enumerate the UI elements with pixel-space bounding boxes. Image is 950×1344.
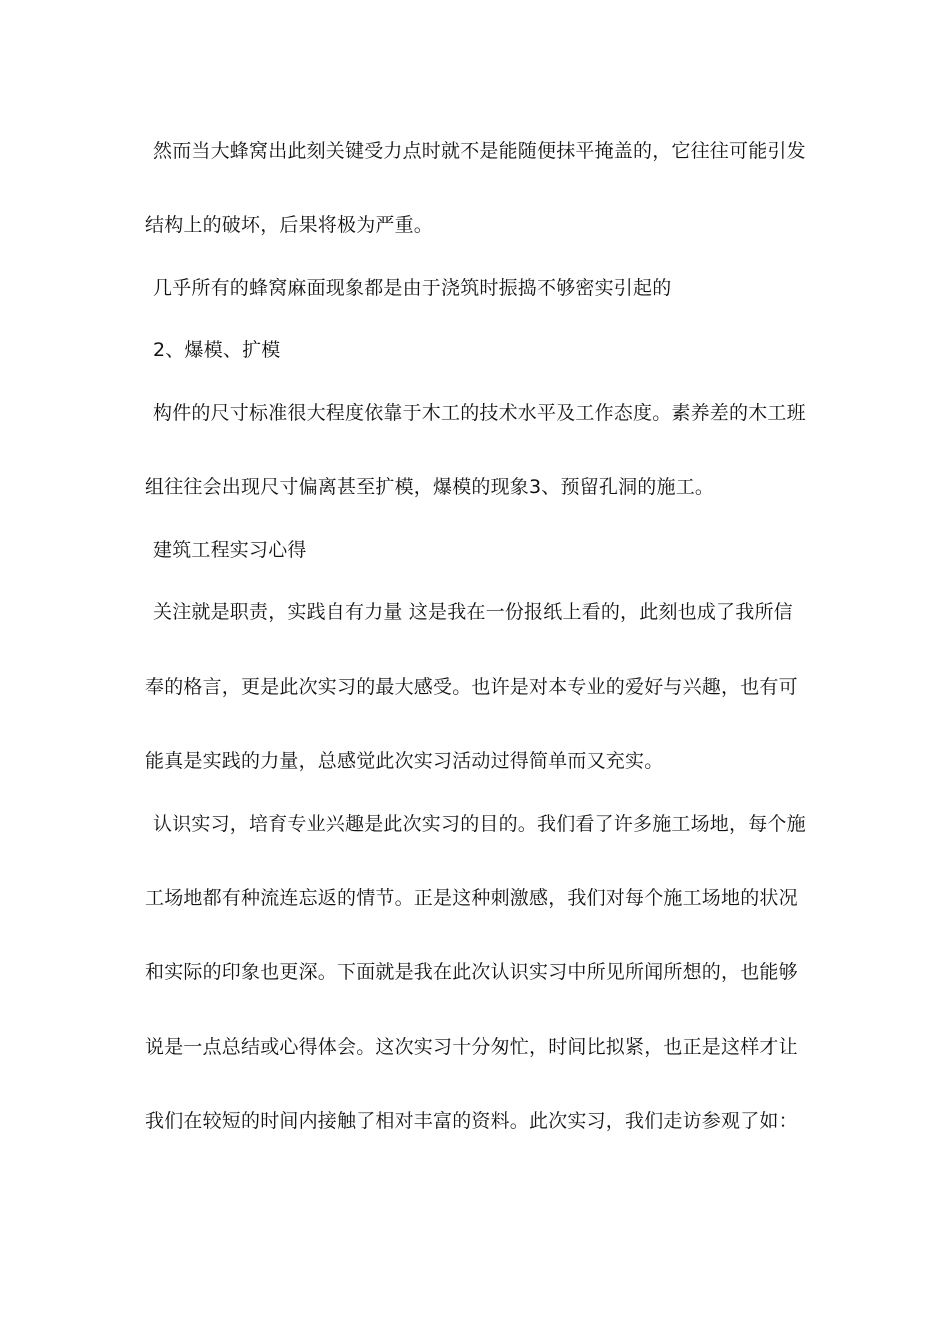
document-title: 建筑工程实习心得: [153, 539, 307, 561]
paragraph-line: 组往往会出现尺寸偏离甚至扩模，爆模的现象3、预留孔洞的施工。: [145, 476, 715, 498]
paragraph-line: 我们在较短的时间内接触了相对丰富的资料。此次实习，我们走访参观了如：: [145, 1110, 798, 1132]
paragraph-line: 几乎所有的蜂窝麻面现象都是由于浇筑时振捣不够密实引起的: [153, 277, 672, 299]
paragraph-line: 认识实习，培育专业兴趣是此次实习的目的。我们看了许多施工场地，每个施: [153, 813, 806, 835]
paragraph-line: 构件的尺寸标准很大程度依靠于木工的技术水平及工作态度。素养差的木工班: [153, 402, 806, 424]
paragraph-line: 和实际的印象也更深。下面就是我在此次认识实习中所见所闻所想的，也能够: [145, 961, 798, 983]
paragraph-line: 然而当大蜂窝出此刻关键受力点时就不是能随便抹平掩盖的，它往往可能引发: [153, 140, 806, 162]
paragraph-line: 能真是实践的力量，总感觉此次实习活动过得简单而又充实。: [145, 750, 664, 772]
paragraph-line: 结构上的破坏，后果将极为严重。: [145, 214, 434, 236]
paragraph-line: 奉的格言，更是此次实习的最大感受。也许是对本专业的爱好与兴趣，也有可: [145, 676, 798, 698]
paragraph-line: 关注就是职责，实践自有力量 这是我在一份报纸上看的，此刻也成了我所信: [153, 601, 793, 623]
section-heading: 2、爆模、扩模: [153, 339, 281, 361]
paragraph-line: 说是一点总结或心得体会。这次实习十分匆忙，时间比拟紧，也正是这样才让: [145, 1036, 798, 1058]
paragraph-line: 工场地都有种流连忘返的情节。正是这种刺激感，我们对每个施工场地的状况: [145, 887, 798, 909]
